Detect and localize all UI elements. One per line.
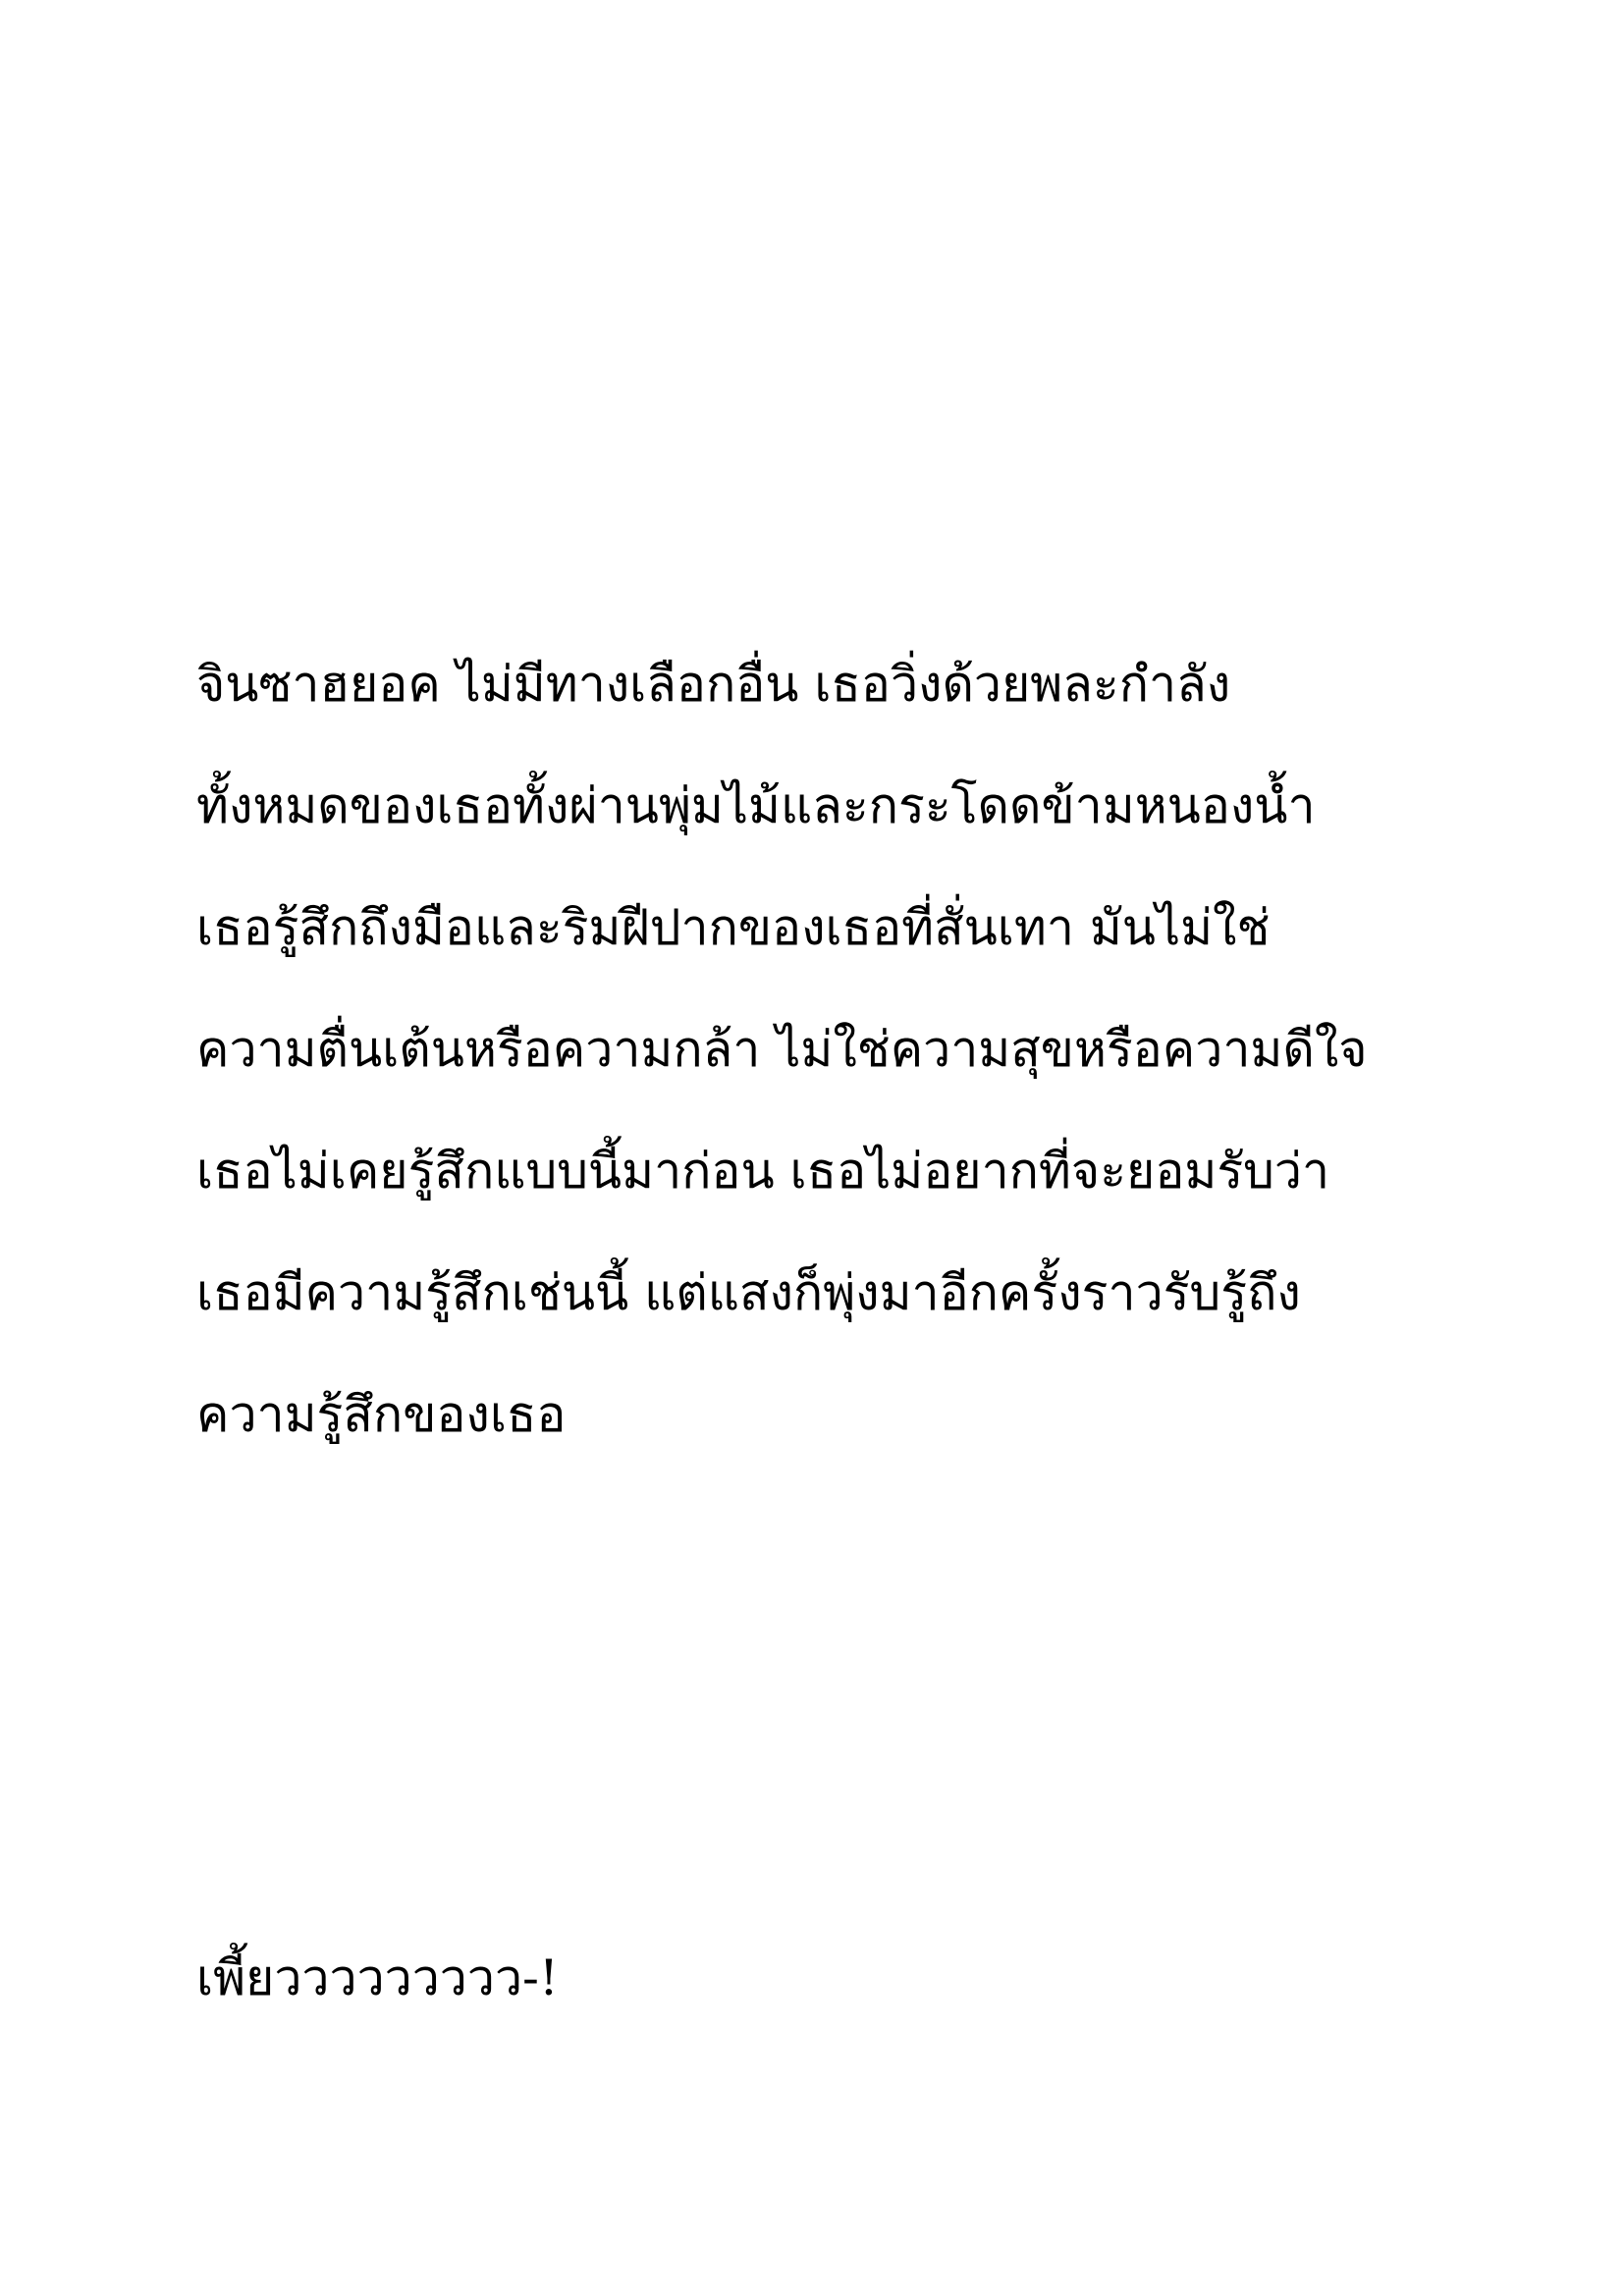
paragraph-line: ความตื่นเต้นหรือความกล้า ไม่ใช่ความสุขหรือความดีใจ [196, 1021, 1368, 1078]
paragraph-line: เธอมีความรู้สึกเช่นนี้ แต่แสงก็พุ่งมาอีกครั้งราวรับรู้ถึง [196, 1264, 1301, 1321]
paragraph-line: จินซาฮยอค ไม่มีทางเลือกอื่น เธอวิ่งด้วยพละกำลัง [196, 656, 1231, 713]
paragraph-line: ทั้งหมดของเธอทั้งผ่านพุ่มไม้และกระโดดข้ามหนองน้ำ [196, 777, 1316, 834]
paragraph-line: ความรู้สึกของเธอ [196, 1386, 567, 1443]
paragraph-line: เธอไม่เคยรู้สึกแบบนี้มาก่อน เธอไม่อยากที่จะยอมรับว่า [196, 1143, 1330, 1200]
paragraph-line: เธอรู้สึกถึงมือและริมฝีปากของเธอที่สั่นเทา มันไม่ใช่ [196, 899, 1271, 956]
sound-effect-line: เพี้ยววววววววว-! [196, 1949, 560, 2006]
